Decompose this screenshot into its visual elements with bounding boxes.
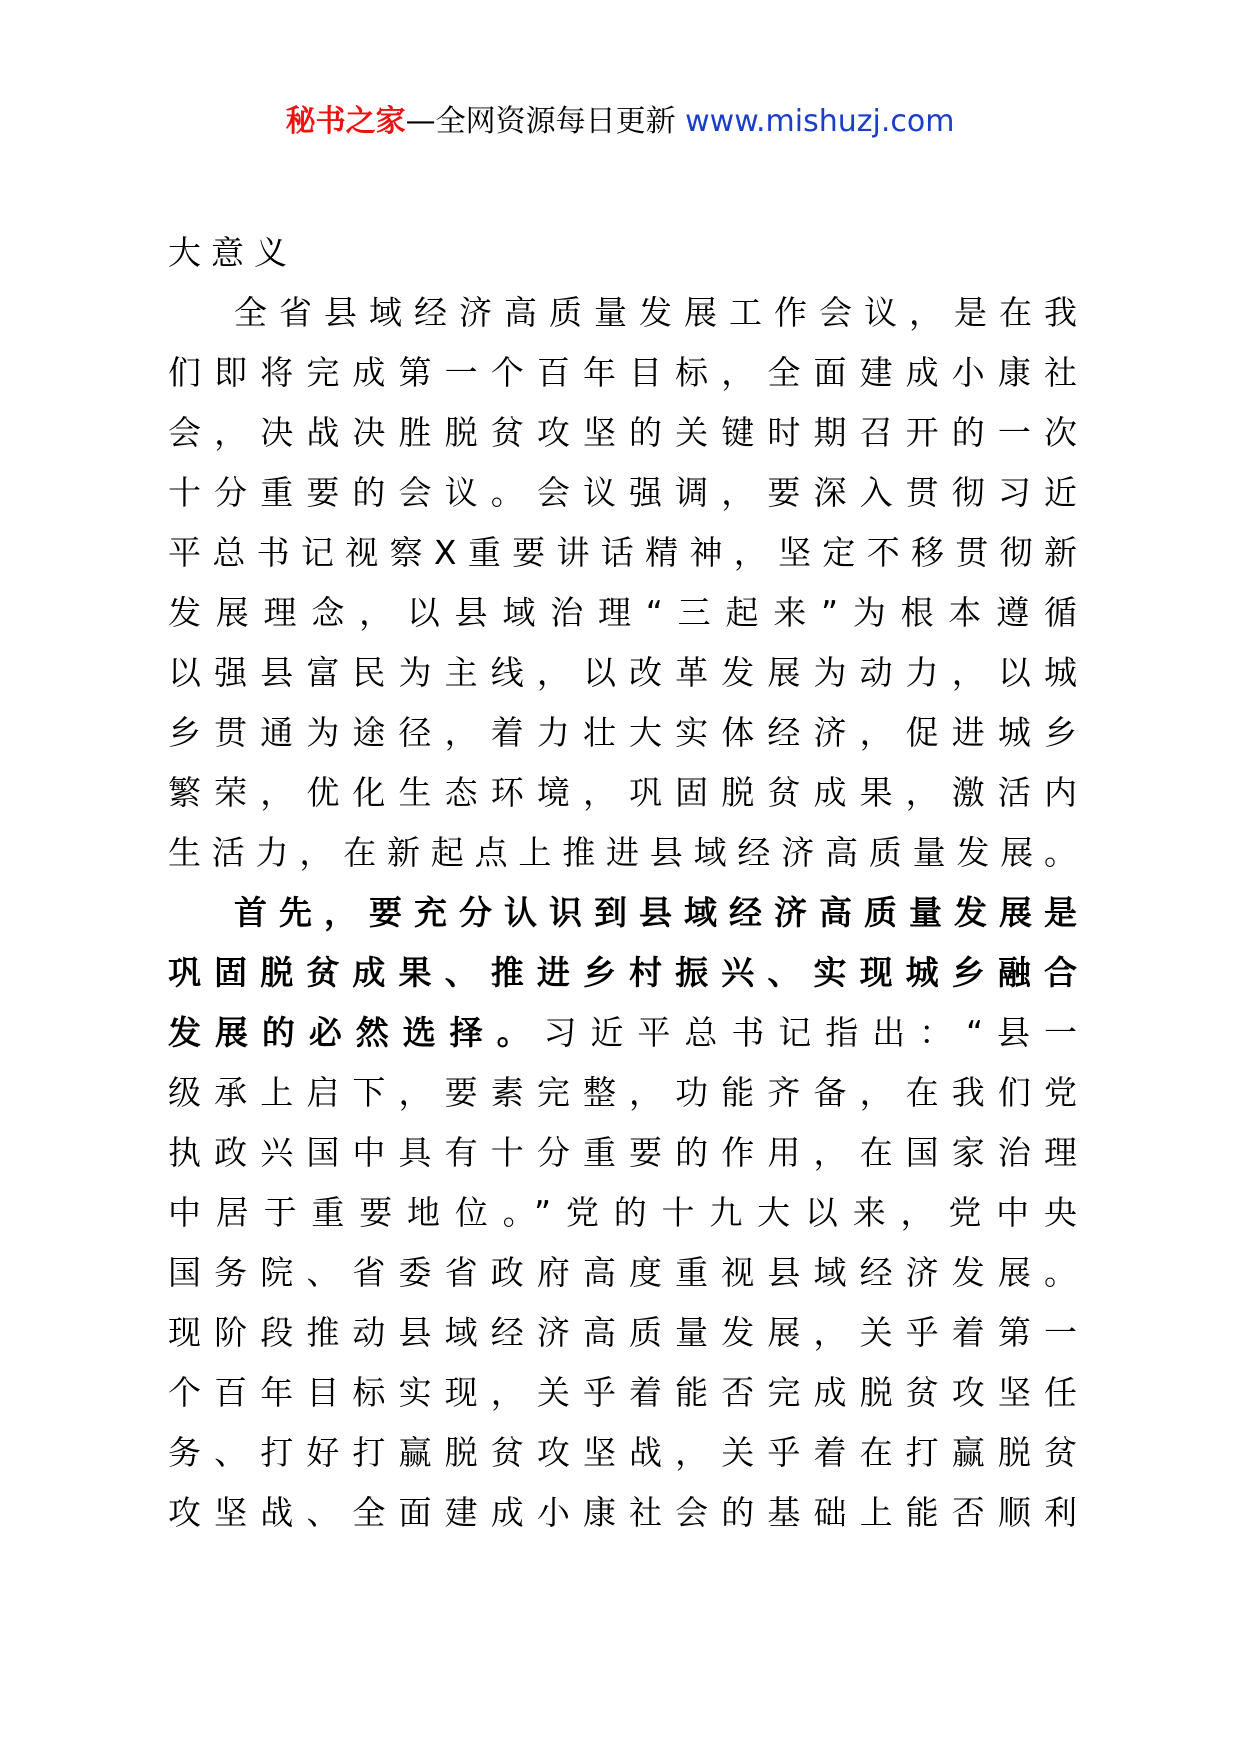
text-line — [168, 1243, 1077, 1303]
bold-text-segment: 巩固脱贫成果、推进乡村振兴、实现城乡融合 — [168, 953, 1077, 992]
text-segment: 攻坚战、全面建成小康社会的基础上能否顺利 — [168, 1493, 1077, 1532]
text-segment: 级承上启下，要素完整，功能齐备，在我们党 — [168, 1073, 1077, 1112]
text-line — [168, 1063, 1077, 1123]
text-segment: 会，决战决胜脱贫攻坚的关键时期召开的一次 — [168, 413, 1077, 452]
text-segment: 国务院、省委省政府高度重视县域经济发展。 — [168, 1253, 1077, 1292]
text-line — [168, 883, 1077, 943]
text-segment: 生活力，在新起点上推进县域经济高质量发展。 — [168, 833, 1077, 872]
text-line — [168, 523, 1077, 583]
text-line — [168, 823, 1077, 883]
text-segment: 执政兴国中具有十分重要的作用，在国家治理 — [168, 1133, 1077, 1172]
text-line — [168, 1183, 1077, 1243]
text-segment: 现阶段推动县域经济高质量发展，关乎着第一 — [168, 1313, 1077, 1352]
text-segment: 平总书记视察X重要讲话精神，坚定不移贯彻新 — [168, 533, 1077, 572]
text-segment: 发展理念，以县域治理“三起来”为根本遵循 — [168, 593, 1077, 632]
page-header — [0, 100, 1240, 144]
text-line — [168, 1123, 1077, 1183]
text-line — [168, 583, 1077, 643]
text-segment: 们即将完成第一个百年目标，全面建成小康社 — [168, 353, 1077, 392]
text-segment: 以强县富民为主线，以改革发展为动力，以城 — [168, 653, 1077, 692]
text-line — [168, 463, 1077, 523]
text-line — [168, 1303, 1077, 1363]
text-segment: 乡贯通为途径，着力壮大实体经济，促进城乡 — [168, 713, 1077, 752]
text-line — [168, 283, 1077, 343]
text-line — [168, 343, 1077, 403]
text-line — [168, 1483, 1077, 1543]
text-segment: 全省县域经济高质量发展工作会议，是在我 — [234, 293, 1077, 332]
text-segment: 个百年目标实现，关乎着能否完成脱贫攻坚任 — [168, 1373, 1077, 1412]
bold-text-segment: 发展的必然选择。 — [168, 1013, 544, 1052]
site-url[interactable]: www.mishuzj.com — [685, 104, 955, 139]
text-line — [168, 403, 1077, 463]
text-line — [168, 643, 1077, 703]
text-line — [168, 223, 1077, 283]
text-segment: 大意义 — [168, 233, 297, 272]
document-body — [168, 223, 1077, 1543]
text-line — [168, 1423, 1077, 1483]
text-line — [168, 703, 1077, 763]
header-slogan: —全网资源每日更新 — [405, 104, 686, 139]
bold-text-segment: 首先，要充分认识到县域经济高质量发展是 — [234, 893, 1077, 932]
text-line — [168, 763, 1077, 823]
text-line — [168, 1003, 1077, 1063]
text-segment: 十分重要的会议。会议强调，要深入贯彻习近 — [168, 473, 1077, 512]
text-line — [168, 943, 1077, 1003]
text-line — [168, 1363, 1077, 1423]
text-segment: 习近平总书记指出：“县一 — [543, 1013, 1077, 1052]
brand-name: 秘书之家 — [285, 104, 406, 139]
text-segment: 中居于重要地位。”党的十九大以来，党中央 — [168, 1193, 1077, 1232]
text-segment: 务、打好打赢脱贫攻坚战，关乎着在打赢脱贫 — [168, 1433, 1077, 1472]
text-segment: 繁荣，优化生态环境，巩固脱贫成果，激活内 — [168, 773, 1077, 812]
